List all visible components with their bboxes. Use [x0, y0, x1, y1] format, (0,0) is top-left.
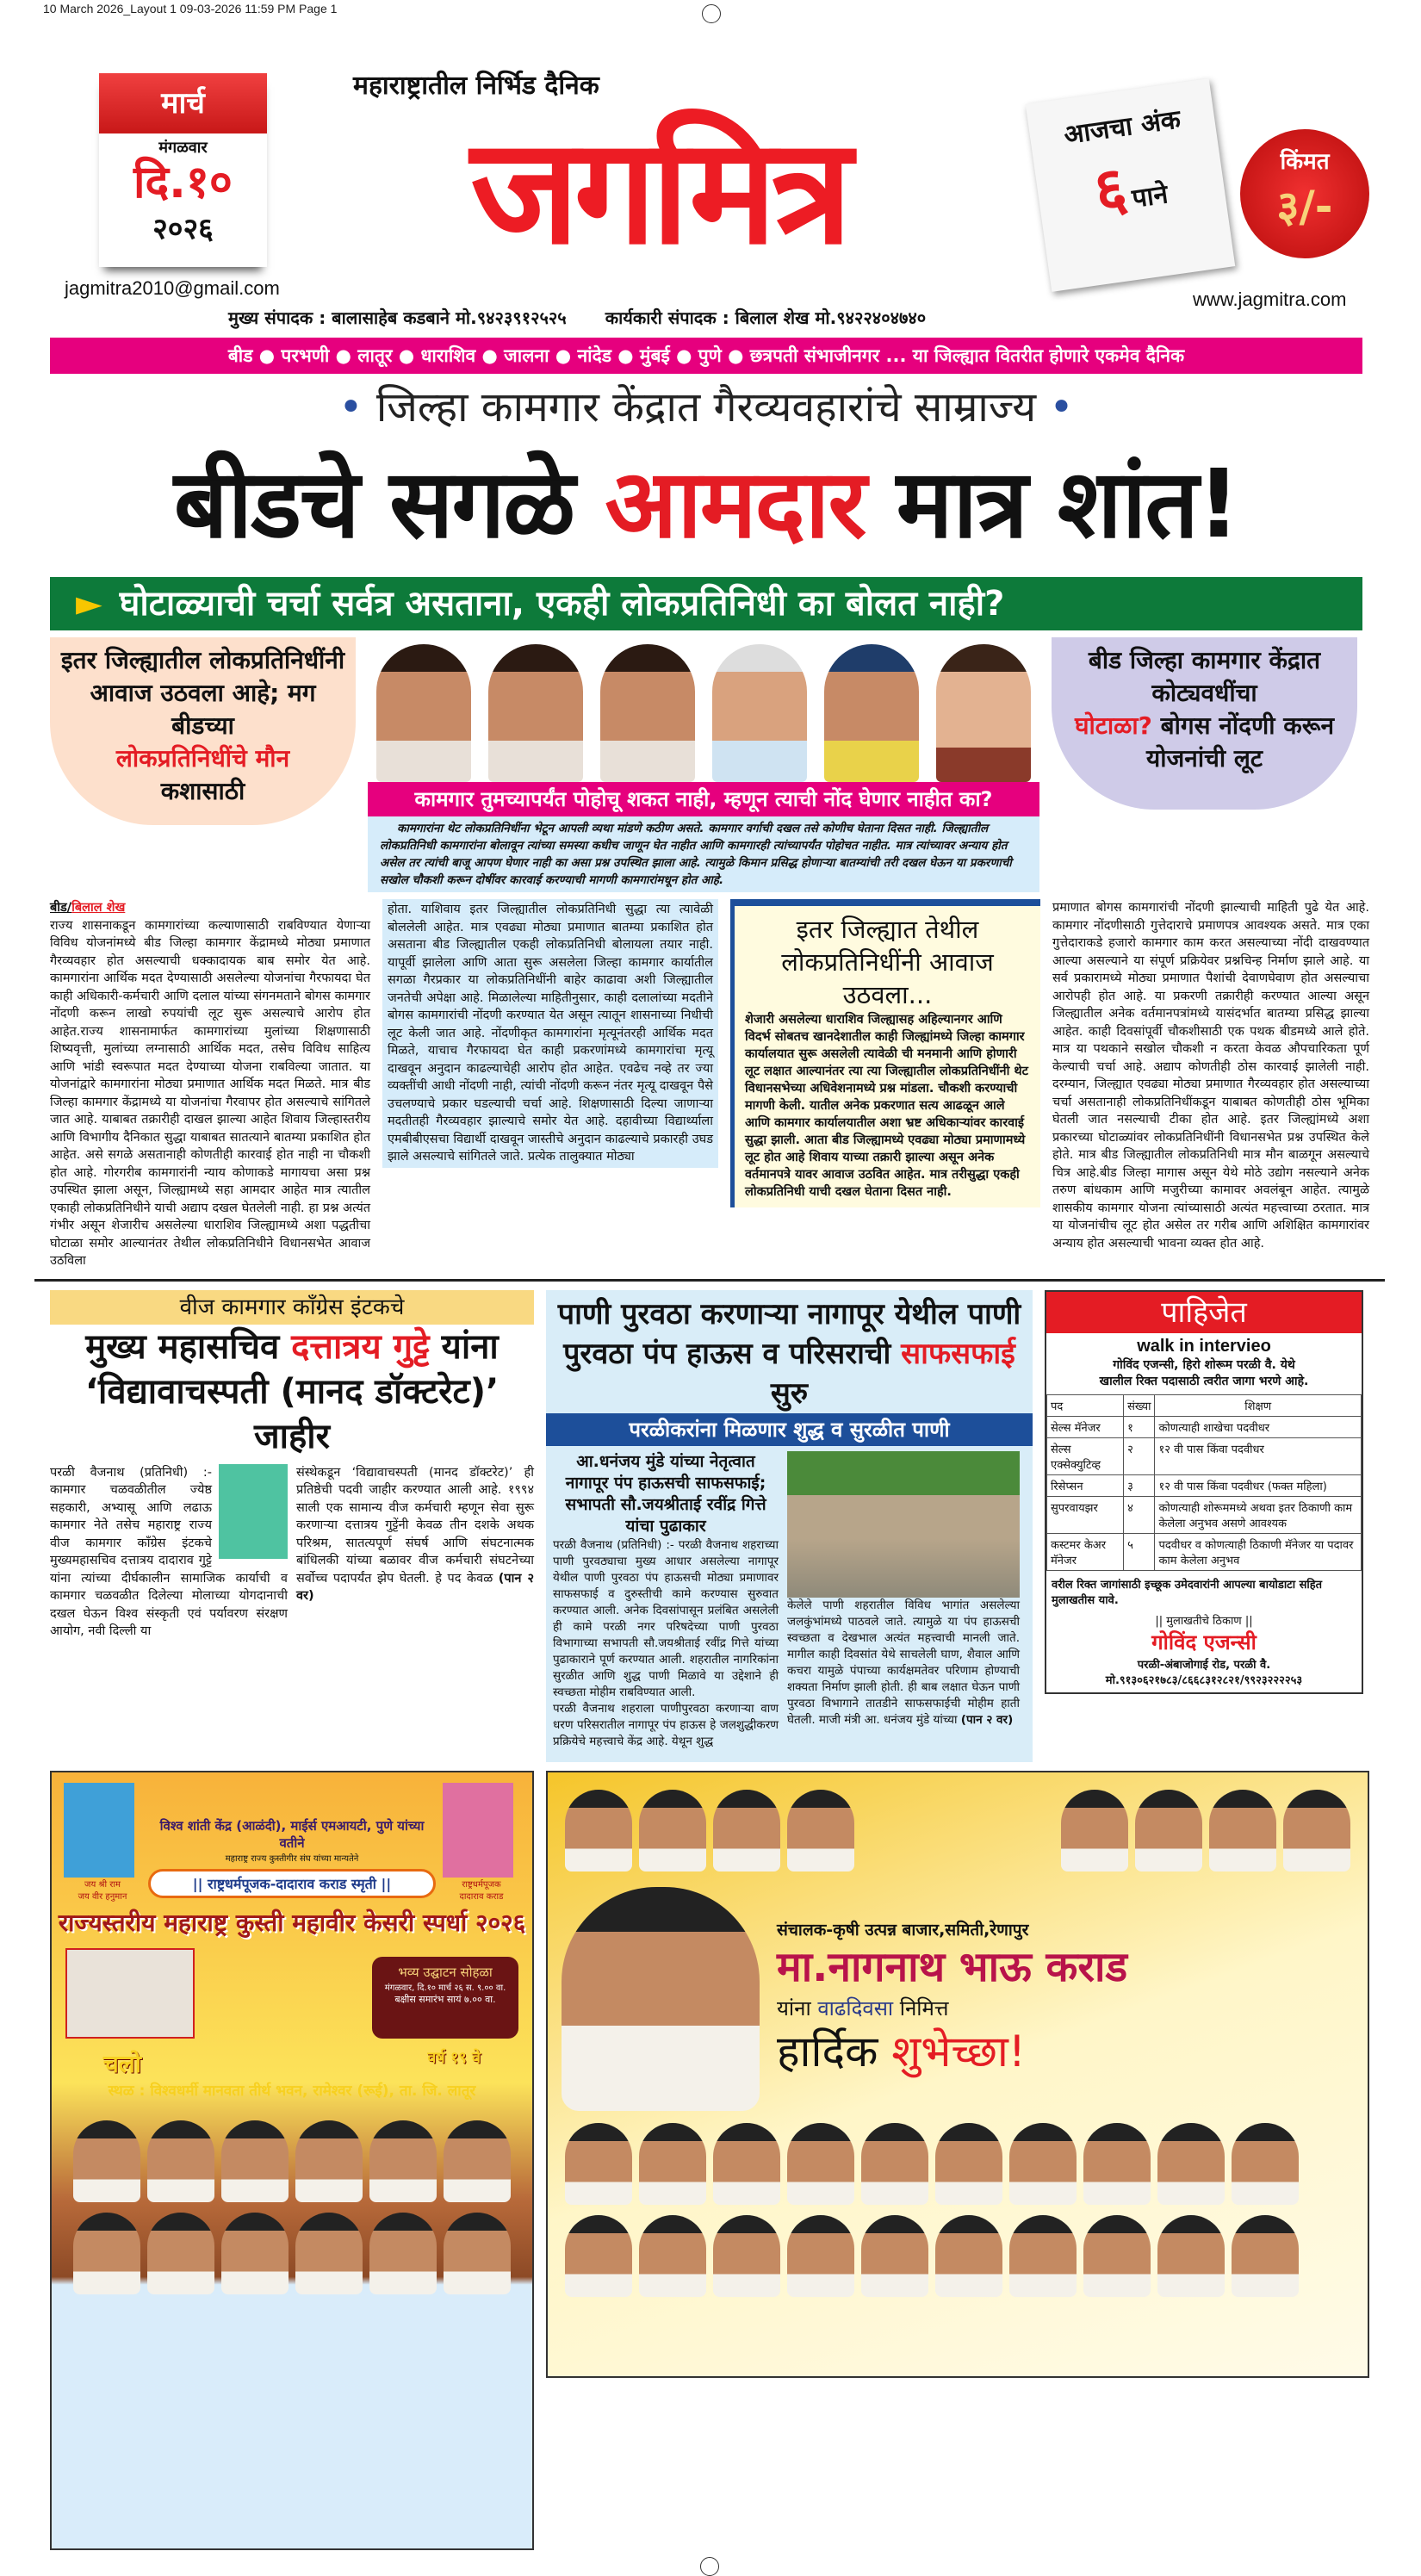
- print-slug: 10 March 2026_Layout 1 09-03-2026 11:59 PM Page 1: [43, 2, 338, 16]
- sidebar-box: [730, 899, 1040, 1207]
- water-article: पाणी पुरवठा करणाऱ्या नागापूर येथील पाणी पुरवठा पंप हाऊस व परिसराची साफसफाई सुरु परळीकरांना मिळणार शुद्ध व सुरळीत पाणी आ.धनंजय मुंडे यांच्या नेतृत्वात नागापूर पंप हाऊसची साफसफाई; सभापती सौ.जयश्रीताई रवींद्र गित्ते यांचा पुढाकार परळी वैजनाथ (प्रतिनिधी) :- परळी वैजनाथ शहराच्या पाणी पुरवठ्याचा मुख्य आधार असलेल्या नागापूर येथील पाणी पुरवठा पंप हाऊसची मोठ्या प्रमाणावर साफसफाई व दुरुस्तीची कामे करण्यास सुरुवात करण्यात आली. अनेक दिवसांपासून प्रलंबित असलेली ही कामे परळी नगर परिषदेच्या पाणी पुरवठा विभागाच्या सभापती सौ.जयश्रीताई रवींद्र गित्ते यांच्या पुढाकाराने पूर्ण करण्यात आली. शहरातील नागरिकांना सुरळीत आणि शुद्ध पाणी मिळावे या उद्देशाने ही स्वच्छता मोहीम राबविण्यात आली. परळी वैजनाथ शहराला पाणीपुरवठा करणाऱ्या वाण धरण परिसरातील नागापूर पंप हाऊस हे जलशुद्धीकरण प्रक्रियेचे महत्त्वाचे केंद्र आहे. येथून शुद्ध केलेले पाणी शहरातील विविध भागांत असलेल्या जलकुंभांमध्ये पाठवले जाते. त्यामुळे या पंप हाऊसची स्वच्छता व देखभाल अत्यंत महत्त्वाची मानली जाते. मागील काही दिवसांत येथे साचलेली घाण, शैवाल आणि कचरा यामुळे पंपाच्या कार्यक्षमतेवर परिणाम होण्याची शक्यता निर्माण झाली होती. ही बाब लक्षात घेऊन पाणी पुरवठा विभागाने तातडीने साफसफाईची मोहीम हाती घेतली. माजी मंत्री आ. धनंजय मुंडे यांच्या (पान २ वर): [546, 1290, 1033, 1762]
- table-row: कस्टमर केअर मॅनेजर ५ पदवीधर व कोणत्याही ठिकाणी मॅनेजर या पदावर काम केलेला अनुभव: [1047, 1533, 1362, 1570]
- month: मार्च: [99, 73, 267, 133]
- lead-headline: बीडचे सगळे आमदार मात्र शांत!: [173, 449, 1239, 559]
- date-box: [99, 73, 267, 267]
- registration-mark-icon: [702, 4, 721, 23]
- masthead-logo: जगमित्र: [470, 107, 847, 277]
- lead-column-3: प्रमाणात बोगस कामगारांची नोंदणी झाल्याची माहिती पुढे येत आहे. कामगार नोंदणीसाठी गुत्तेदाराचे प्रमाणपत्र आवश्यक असते. मात्र एका गुत्तेदाराकडे हजारो कामगार काम करत असल्याच्या नोंदी दाखवण्यात आल्या असल्याने या संपूर्ण प्रक्रियेवर प्रश्नचिन्ह निर्माण झाले आहे. या सर्व प्रकारामध्ये मोठ्या प्रमाणात पैशांची देवाणघेवाण होत असल्याचा आरोपही होत आहे. या प्रकरणी तक्रारीही करण्यात आल्या असून जिल्ह्यातील अनेक वर्तमानपत्रांमध्ये यासंदर्भात बातम्या प्रसिद्ध झाल्या आहेत. काही दिवसांपूर्वी चौकशीसाठी एक पथक बीडमध्ये आले होते. मात्र या पथकाने सखोल चौकशी न करता केवळ औपचारिकता पूर्ण केल्याची चर्चा आहे. अद्याप कोणतीही ठोस कारवाई झालेली नाही. दरम्यान, जिल्ह्यात एवढ्या मोठ्या प्रमाणात गैरव्यवहार होत असल्याच्या चर्चा असतानाही लोकप्रतिनिधींकडून याबाबत कोणतीही ठोस भूमिका घेतली जात नसल्याची टीका होत आहे. इतर जिल्ह्यांमध्ये अशा प्रकारच्या घोटाळ्यांवर लोकप्रतिनिधींनी विधानसभेत प्रश्न उपस्थित केले होते. मात्र बीड जिल्ह्यातील लोकप्रतिनिधी मात्र मौन बाळगून असल्याचे चित्र आहे.बीड जिल्हा मागास असून येथे मोठे उद्योग नसल्याने अनेक तरुण बांधकाम आणि मजुरीच्या कामावर अवलंबून आहेत. त्यामुळे शासकीय कामगार योजना त्यांच्यासाठी अत्यंत महत्त्वाच्या ठरतात. मात्र या योजनांचीच लूट होत असेल तर गरीब आणि अशिक्षित कामगारांवर अन्याय होत असल्याची भावना व्यक्त होत आहे.: [1052, 901, 1369, 1251]
- sidebar-title: इतर जिल्ह्यात तेथील लोकप्रतिनिधींनी आवाज उठवला...: [781, 915, 994, 1009]
- portrait-photo: [562, 1887, 760, 2111]
- portrait-photo: [600, 644, 695, 782]
- water-subhead: आ.धनंजय मुंडे यांच्या नेतृत्वात नागापूर पंप हाऊसची साफसफाई; सभापती सौ.जयश्रीताई रवींद्र गित्ते यांचा पुढाकार: [565, 1451, 766, 1536]
- email-link[interactable]: jagmitra2010@gmail.com: [65, 277, 280, 299]
- portrait-photo: [443, 1783, 513, 1878]
- table-row: सेल्स मॅनेजर १ कोणत्याही शाखेचा पदवीधर: [1047, 1416, 1362, 1437]
- weekday: मंगळवार: [158, 139, 208, 157]
- year: २०२६: [152, 212, 214, 246]
- photo-strap: कामगार तुमच्यापर्यंत पोहोचू शकत नाही, म्हणून त्याची नोंद घेणार नाहीत का?: [368, 782, 1039, 816]
- lead-text-row: [50, 899, 1369, 1270]
- lead-column-1: बीड/बिलाल शेख राज्य शासनाकडून कामगारांच्या कल्याणासाठी राबविण्यात येणाऱ्या विविध योजनांमध्ये बीड जिल्हा कामगार केंद्रामध्ये मोठ्या प्रमाणात गैरव्यवहार होत असल्याची धक्कादायक बाब समोर येत आहे. कामगारांना आर्थिक मदत देण्यासाठी असलेल्या योजनांचा गैरफायदा घेत काही अधिकारी-कर्मचारी आणि दलाल यांच्या संगनमताने बोगस कामगार नोंदणी करून लाखो रुपयांची लूट सुरू असल्याचे आरोप होत आहेत.राज्य शासनामार्फत कामगारांच्या मुलांच्या शिक्षणासाठी शिष्यवृत्ती, मुलांच्या लग्नासाठी आर्थिक मदत, तसेच विविध साहित्य आणि भांडी स्वरूपात मदत देण्याच्या योजना राबविल्या जातात. या योजनांद्वारे कामगारांना मोठ्या प्रमाणात आर्थिक मदत मिळते. मात्र बीड जिल्हा कामगार केंद्रामध्ये या योजनांचा गैरवापर होत असल्याचे सांगितले जात आहे. याबाबत तक्रारीही दाखल झाल्या आहेत शिवाय जिल्हास्तरीय आणि विभागीय दैनिकात सुद्धा याबाबत सातत्याने बातम्या प्रकाशित होत आहेत. असे सगळे असतानाही कोणतीही कारवाई होत नाही ना चौकशी होत आहे. गोरगरीब कामगारांनी न्याय कोणाकडे मागायचा असा प्रश्न उपस्थित झाला असून, जिल्ह्यामध्ये सहा आमदार आहेत मात्र त्यातील एकाही लोकप्रतिनिधीने याची अद्याप दखल घेतलेली नाही. हा प्रश्न अत्यंत गंभीर असून शेजारीच असलेल्या धाराशिव जिल्ह्यामध्ये अशा पद्धतीचा घोटाळा समोर आल्यानंतर तेथील लोकप्रतिनिधीने विधानसभेत आवाज उठविला: [50, 901, 370, 1268]
- table-row: रिसेप्सन ३ १२ वी पास किंवा पदवीधर (फक्त महिला): [1047, 1474, 1362, 1496]
- pages-label: आजचा अंक: [1062, 104, 1182, 151]
- vacancy-table: पद संख्या शिक्षण सेल्स मॅनेजर १ कोणत्याही शाखेचा पदवीधर सेल्स एक्सेक्युटिव्ह २ १२ वी पास किंवा पदवीधर रिसेप्सन ३ १२ वी पास किंवा पदवीधर (फक्त महिला) सुपरवायझर ४ कोणत्याही शोरूममध्ये अथवा इतर ठिकाणी काम केलेला अनुभव असणे आवश्यक कस्टमर केअर मॅनेजर ५ पदवीधर व कोणत्याही ठिकाणी मॅनेजर या पदावर काम केलेला अनुभव: [1046, 1394, 1362, 1571]
- portrait-photo: [488, 644, 583, 782]
- lead-intro: कामगारांना थेट लोकप्रतिनिधींना भेटून आपली व्यथा मांडणे कठीण असते. कामगार वर्गाची दखल तसे कोणीच घेताना दिसत नाही. जिल्ह्यातील लोकप्रतिनिधी कामगारांना बोलावून त्यांच्या समस्या कधीच जाणून घेत नाहीत आणि कामगारही त्यांच्यापर्यंत पोहोचत नाहीत. मात्र त्यांच्यावर अन्याय होत असेल तर त्यांची बाजू आपण घेणार नाही का असा प्रश्न उपस्थित झाला आहे. त्यामुळे किमान प्रसिद्ध होणाऱ्या बातम्यांची तरी दखल घेऊन या प्रकरणाची सखोल चौकशी करून दोषींवर कारवाई करण्याची मागणी कामगारांमधून होत आहे.: [368, 816, 1039, 892]
- congress-column-2: संस्थेकडून ‘विद्यावाचस्पती (मानद डॉक्टरेट)’ ही प्रतिष्ठेची पदवी जाहीर करण्यात आली आहे. १९९४ साली एक सामान्य वीज कर्मचारी म्हणून सेवा सुरू करणाऱ्या दत्तात्रय गुट्टेंनी केवळ तीन दशके अथक परिश्रम, सातत्यपूर्ण संघर्ष आणि संघटनात्मक बांधिलकी यांच्या बळावर वीज कर्मचारी संघटनेच्या सर्वोच्च पदापर्यंत झेप घेतली. हे पद केवळ (पान २ वर): [296, 1465, 534, 1603]
- pages-sticker: [1026, 78, 1236, 292]
- tagline: महाराष्ट्रातील निर्भिड दैनिक: [353, 71, 599, 101]
- districts-band: बीड ● परभणी ● लातूर ● धाराशिव ● जालना ● नांदेड ● मुंबई ● पुणे ● छत्रपती संभाजीनगर ... या जिल्ह्यात वितरीत होणारे एकमेव दैनिक: [50, 338, 1362, 374]
- arrow-icon: ►: [76, 584, 102, 624]
- congress-headline: मुख्य महासचिव दत्तात्रय गुट्टे यांना ‘विद्यावाचस्पती (मानद डॉक्टरेट)’ जाहीर: [84, 1326, 500, 1456]
- price-value: ३/-: [1276, 182, 1333, 232]
- portrait-photo: [376, 644, 471, 782]
- sidebar-text: शेजारी असलेल्या धाराशिव जिल्ह्यासह अहिल्यानगर आणि विदर्भ सोबतच खानदेशातील काही जिल्ह्यांमध्ये जिल्हा कामगार कार्यालयात सुरू असलेली त्यावेळी ची मनमानी आणि होणारी लूट लक्षात आल्यानंतर त्या त्या जिल्ह्यातील लोकप्रतिनिधींनी थेट विधानसभेच्या अधिवेशनामध्ये प्रश्न मांडला. चौकशी करण्याची मागणी केली. यातील अनेक प्रकरणात सत्य आढळून आले आणि कामगार कार्यालयातील अशा भ्रष्ट अधिकाऱ्यांवर कारवाई सुद्धा झाली. आता बीड जिल्ह्यामध्ये एवढ्या मोठ्या प्रमाणामध्ये लूट होत आहे शिवाय याच्या तक्रारी झाल्या असून अनेक वर्तमानपत्रे यावर आवाज उठवित आहेत. मात्र तरीसुद्धा एकही लोकप्रतिनिधी याची दखल घेताना दिसत नाही.: [745, 1013, 1028, 1199]
- portrait-photo: [824, 644, 919, 782]
- water-band: परळीकरांना मिळणार शुद्ध व सुरळीत पाणी: [546, 1413, 1033, 1446]
- ads-row: [50, 1771, 1369, 2550]
- wrestling-advertisement: जय श्री राम जय वीर हनुमान विश्व शांती केंद्र (आळंदी), माईर्स एमआयटी, पुणे यांच्या वतीने महाराष्ट्र राज्य कुस्तीगीर संघ यांच्या मान्यतेने || राष्ट्रधर्मपूजक-दादाराव कराड स्मृती || राष्ट्रधर्मपूजक दादाराव कराड राज्यस्तरीय महाराष्ट्र कुस्ती महावीर केसरी स्पर्धा २०२६ भव्य उद्घाटन सोहळा मंगळवार, दि.१० मार्च २६ स. ९.०० वा. बक्षीस समारंभ सायं ७.०० वा. चलो वर्ष १९ वे स्थळ : विश्वधर्मी मानवता तीर्थ भवन, रामेश्वर (रूई), ता. जि. लातूर: [50, 1771, 534, 2550]
- registration-mark-icon: [700, 2557, 719, 2576]
- venue-photo: [65, 1948, 195, 2039]
- lead-kicker: • जिल्हा कामगार केंद्रात गैरव्यवहारांचे साम्राज्य •: [338, 383, 1074, 431]
- price-badge: [1240, 129, 1369, 258]
- right-callout: बीड जिल्हा कामगार केंद्रात कोट्यवधींचा घोटाळा? बोगस नोंदणी करून योजनांची लूट: [1052, 637, 1357, 810]
- birthday-advertisement: संचालक-कृषी उत्पन्न बाजार,समिती,रेणापुर मा.नागनाथ भाऊ कराड यांना वाढदिवसा निमित्त हार्दिक शुभेच्छा!: [546, 1771, 1369, 2378]
- classified-title: पाहिजेत: [1046, 1292, 1362, 1333]
- divider: [34, 1279, 1385, 1282]
- congress-kicker: वीज कामगार काँग्रेस इंटकचे: [50, 1290, 534, 1325]
- date: दि.१०: [133, 157, 233, 208]
- pump-house-photo: [787, 1451, 1020, 1598]
- price-label: किंमत: [1280, 149, 1330, 175]
- page-body: [50, 637, 1369, 2574]
- pages-count: ६: [1089, 152, 1132, 227]
- table-row: सेल्स एक्सेक्युटिव्ह २ १२ वी पास किंवा पदवीधर: [1047, 1437, 1362, 1474]
- hanuman-image: [64, 1783, 134, 1878]
- portrait-photo: [219, 1464, 288, 1559]
- classified-ad: पाहिजेत walk in intervieo गोविंद एजन्सी, हिरो शोरूम परळी वै. येथे खालील रिक्त पदासाठी त्वरीत जागा भरणे आहे. पद संख्या शिक्षण सेल्स मॅनेजर १ कोणत्याही शाखेचा पदवीधर सेल्स एक्सेक्युटिव्ह २ १२ वी पास किंवा पदवीधर रिसेप्सन ३ १२ वी पास किंवा पदवीधर (फक्त महिला) सुपरवायझर ४ कोणत्याही शोरूममध्ये अथवा इतर ठिकाणी काम केलेला अनुभव असणे आवश्यक कस्टमर केअर मॅनेजर ५ पदवीधर व कोणत्याही ठिकाणी मॅनेजर या पदावर काम केलेला अनुभव वरील रिक्त जागांसाठी इच्छूक उमेदवारांनी आपल्या बायोडाटा सहित मुलाखतीस यावे. || मुलाखतीचे ठिकाण || गोविंद एजन्सी परळी-अंबाजोगाई रोड, परळी वै. मो.९१३०६२१७८३/८६६८३१२८२१/९९२३२२२२५३: [1045, 1290, 1363, 1694]
- editors-line: [228, 306, 926, 329]
- left-callout: इतर जिल्ह्यातील लोकप्रतिनिधींनी आवाज उठवला आहे; मग बीडच्या लोकप्रतिनिधींचे मौन कशासाठी: [50, 637, 356, 825]
- congress-column-1: परळी वैजनाथ (प्रतिनिधी) :- कामगार चळवळीतील ज्येष्ठ सहकारी, अभ्यासू आणि लढाऊ कामगार नेते तसेच महाराष्ट्र राज्य वीज कामगार काँग्रेस इंटकचे मुख्यमहासचिव दत्तात्रय दादाराव गुट्टे यांना त्यांच्या दीर्घकालीन सामाजिक कार्याची व कामगार चळवळीत दिलेल्या मोलाच्या योगदानाची दखल घेऊन विश्व संस्कृती एवं पर्यावरण संरक्षण आयोग, नवी दिल्ली या: [50, 1465, 288, 1638]
- congress-article: [50, 1290, 534, 1641]
- lead-visual-row: [50, 637, 1369, 892]
- mla-photos: [368, 637, 1039, 782]
- portrait-photo: [712, 644, 807, 782]
- portrait-photo: [936, 644, 1031, 782]
- website-link[interactable]: www.jagmitra.com: [1193, 289, 1347, 310]
- chief-editor: मुख्य संपादक : बालासाहेब कडबाने मो.९४२३९१२५२५: [228, 307, 567, 328]
- pages-unit: पाने: [1130, 179, 1170, 214]
- executive-editor: कार्यकारी संपादक : बिलाल शेख मो.९४२२४०४७४०: [605, 307, 927, 328]
- table-row: सुपरवायझर ४ कोणत्याही शोरूममध्ये अथवा इतर ठिकाणी काम केलेला अनुभव असणे आवश्यक: [1047, 1496, 1362, 1533]
- lead-column-2: होता. याशिवाय इतर जिल्ह्यातील लोकप्रतिनिधी सुद्धा त्या त्यावेळी बोललेली आहेत. मात्र एवढ्या मोठ्या प्रमाणात बातम्या प्रकाशित होत असताना बीड जिल्ह्यातील एकही लोकप्रतिनिधी बोलायला तयार नाही. यापूर्वी झालेला आणि आता सुरू असलेला जिल्हा कामगार कार्यातील सगळा गैरप्रकार या लोकप्रतिनिधींनी बाहेर काढावा अशी जिल्ह्यातील जनतेची अपेक्षा आहे. मिळालेल्या माहितीनुसार, काही दलालांच्या मदतीने बोगस कामगारांची नोंदणी करण्यात येत असून त्यातून शासनाच्या निधीची लूट केली जात आहे. नोंदणीकृत कामगारांना मृत्यूनंतरही आर्थिक मदत मिळते, याचाच गैरफायदा घेत काही प्रकरणांमध्ये कामगारांचा मृत्यू दाखवून अनुदान काढल्याचेही आरोप होत आहेत. एवढेच नव्हे तर ज्या व्यक्तींची आधी नोंदणी नाही, त्यांची नोंदणी करून नंतर मृत्यू दाखवून पैसे उचलण्याचे प्रकार घडल्याची चर्चा आहे. शिक्षणासाठी दिल्या जाणाऱ्या मदतीतही गैरव्यवहार झाल्याचे समोर येत आहे. दहावीच्या विद्यार्थ्याला एमबीबीएसचा विद्यार्थी दाखवून जास्तीचे अनुदान काढल्याचे प्रकारही उघड झाले असल्याचे सांगितले जाते. प्रत्येक तालुक्यात मोठ्या: [382, 899, 718, 1168]
- lead-subhead: ► घोटाळ्याची चर्चा सर्वत्र असताना, एकही लोकप्रतिनिधी का बोलत नाही?: [50, 577, 1362, 630]
- middle-row: [50, 1290, 1369, 1762]
